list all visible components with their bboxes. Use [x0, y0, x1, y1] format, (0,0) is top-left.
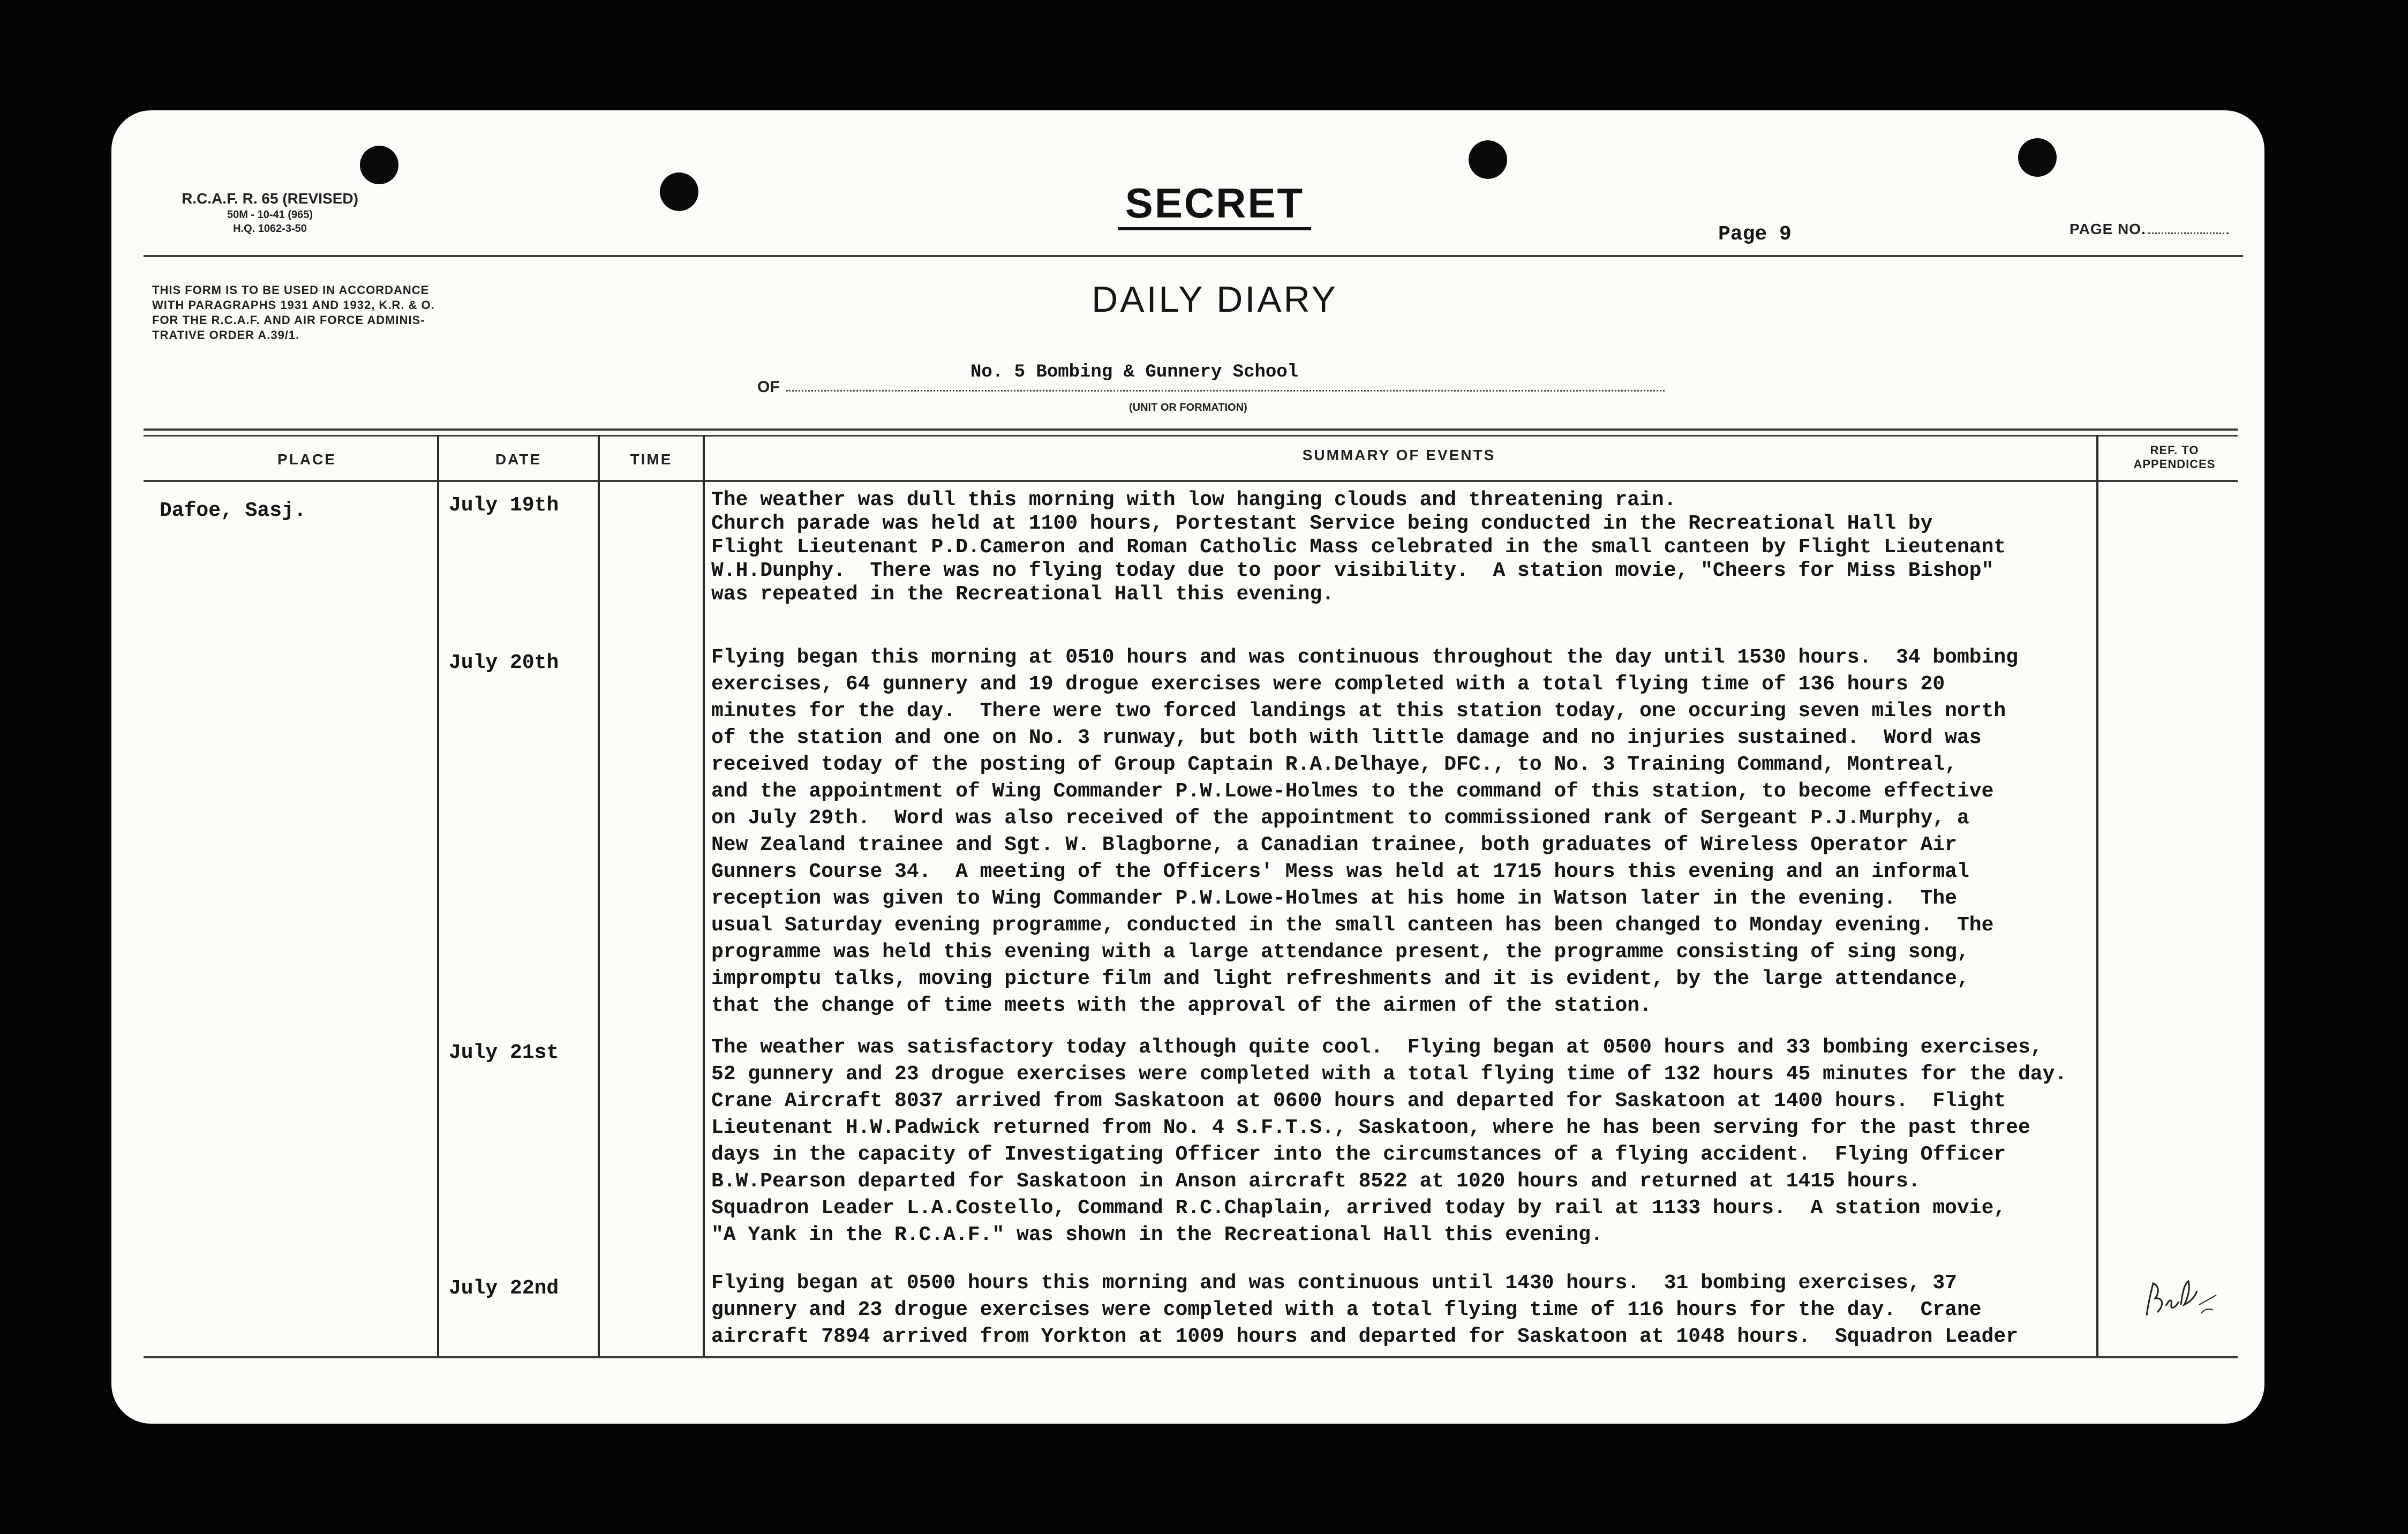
punch-hole: [660, 172, 698, 211]
entry-line: Crane Aircraft 8037 arrived from Saskatoon at 0600 hours and departed for Saskatoon at 1400 hours. Flight: [711, 1089, 2006, 1112]
entry-line: Lieutenant H.W.Padwick returned from No. 4 S.F.T.S., Saskatoon, where he has been serving for the past three: [711, 1116, 2030, 1139]
col-header-date: DATE: [495, 451, 542, 468]
entry-line: of the station and one on No. 3 runway, but both with little damage and no injuries sustained. Word was: [711, 726, 1982, 749]
entry-line: days in the capacity of Investigating Officer into the circumstances of a flying accident. Flying Officer: [711, 1143, 2006, 1166]
col-header-time: TIME: [630, 451, 673, 468]
form-print-code: 50M - 10-41 (965): [227, 209, 313, 221]
entry-line: and the appointment of Wing Commander P.W.Lowe-Holmes to the command of this station, to become effective: [711, 780, 1994, 803]
header-rule: [144, 255, 2243, 257]
punch-hole: [2018, 138, 2057, 177]
place-value: Dafoe, Sasj.: [160, 499, 306, 522]
entry-line: W.H.Dunphy. There was no flying today due to poor visibility. A station movie, "Cheers for Miss Bishop": [711, 559, 1994, 582]
classification-text: SECRET: [1125, 179, 1305, 227]
classification-underline: [1118, 227, 1311, 230]
form-id: [152, 190, 388, 236]
form-instructions: [152, 283, 435, 343]
entry-line: Flying began this morning at 0510 hours and was continuous throughout the day until 1530 hours. 34 bombing: [711, 646, 2018, 669]
diary-form-card: [111, 110, 2264, 1424]
entry-line: The weather was dull this morning with low hanging clouds and threatening rain.: [711, 488, 1676, 512]
entry-line: The weather was satisfactory today although quite cool. Flying began at 0500 hours and 33 bombing exercises,: [711, 1036, 2043, 1059]
col-header-place: PLACE: [277, 451, 336, 468]
entry-line: Flight Lieutenant P.D.Cameron and Roman Catholic Mass celebrated in the small canteen by Flight Lieutenant: [711, 536, 2006, 559]
col-header-ref: [2100, 443, 2249, 471]
entry-line: B.W.Pearson departed for Saskatoon in Anson aircraft 8522 at 1020 hours and returned at 1415 hours.: [711, 1170, 1921, 1193]
entry-line: that the change of time meets with the approval of the airmen of the station.: [711, 994, 1652, 1017]
entry-line: on July 29th. Word was also received of the appointment to commissioned rank of Sergeant P.J.Murphy, a: [711, 807, 1969, 830]
entry-line: was repeated in the Recreational Hall this evening.: [711, 583, 1334, 606]
entry-date: July 20th: [449, 651, 559, 674]
entry-line: Church parade was held at 1100 hours, Portestant Service being conducted in the Recreational Hall by: [711, 512, 1933, 535]
column-rule: [2096, 435, 2098, 1356]
entry-line: Squadron Leader L.A.Costello, Command R.C.Chaplain, arrived today by rail at 1133 hours. A station movie,: [711, 1197, 2006, 1220]
form-hq-code: H.Q. 1062-3-50: [233, 223, 307, 235]
instruction-line: WITH PARAGRAPHS 1931 AND 1932, K.R. & O.: [152, 298, 435, 312]
entry-line: minutes for the day. There were two forced landings at this station today, one occuring seven miles north: [711, 700, 2006, 723]
of-label: OF: [757, 378, 780, 396]
entry-line: impromptu talks, moving picture film and light refreshments and it is evident, by the large attendance,: [711, 967, 1969, 990]
entry-line: New Zealand trainee and Sgt. W. Blagborne, a Canadian trainee, both graduates of Wireless Operator Air: [711, 833, 1957, 856]
form-number: R.C.A.F. R. 65 (REVISED): [182, 190, 358, 207]
entry-line: exercises, 64 gunnery and 19 drogue exercises were completed with a total flying time of 136 hours 20: [711, 673, 1945, 696]
entry-line: programme was held this evening with a large attendance present, the programme consisting of sing song,: [711, 941, 1969, 964]
unit-dotted-line: [786, 390, 1665, 392]
unit-caption: (UNIT OR FORMATION): [1129, 402, 1247, 413]
column-rule: [437, 435, 439, 1356]
entry-line: received today of the posting of Group Captain R.A.Delhaye, DFC., to No. 3 Training Command, Montreal,: [711, 753, 1957, 776]
entry-line: "A Yank in the R.C.A.F." was shown in the Recreational Hall this evening.: [711, 1223, 1603, 1246]
entry-line: reception was given to Wing Commander P.W.Lowe-Holmes at his home in Watson later in the evening. The: [711, 887, 1957, 910]
entry-line: Gunners Course 34. A meeting of the Officers' Mess was held at 1715 hours this evening and an informal: [711, 860, 1969, 883]
page-no-field: [2070, 221, 2229, 238]
unit-name: No. 5 Bombing & Gunnery School: [970, 362, 1299, 382]
punch-hole: [1469, 140, 1507, 179]
instruction-line: THIS FORM IS TO BE USED IN ACCORDANCE: [152, 283, 430, 297]
entry-line: gunnery and 23 drogue exercises were completed with a total flying time of 116 hours for the day. Crane: [711, 1298, 1982, 1321]
entry-date: July 21st: [449, 1041, 559, 1064]
page-number-typed: Page 9: [1718, 223, 1792, 246]
ref-header-line: APPENDICES: [2133, 457, 2216, 471]
ref-header-line: REF. TO: [2150, 443, 2199, 457]
entry-date: July 19th: [449, 494, 559, 517]
entry-date: July 22nd: [449, 1277, 559, 1300]
instruction-line: FOR THE R.C.A.F. AND AIR FORCE ADMINIS-: [152, 313, 425, 327]
table-bottom-rule: [144, 1356, 2238, 1358]
page-no-label: PAGE NO.: [2070, 221, 2146, 237]
punch-hole: [360, 146, 398, 184]
entry-line: Flying began at 0500 hours this morning and was continuous until 1430 hours. 31 bombing exercises, 37: [711, 1272, 1957, 1295]
entry-line: aircraft 7894 arrived from Yorkton at 1009 hours and departed for Saskatoon at 1048 hours. Squadron Leader: [711, 1325, 2018, 1348]
column-rule: [598, 435, 600, 1356]
entry-line: usual Saturday evening programme, conducted in the small canteen has been changed to Monday evening. The: [711, 914, 1994, 937]
instruction-line: TRATIVE ORDER A.39/1.: [152, 328, 300, 342]
table-top-rule: [144, 435, 2238, 437]
classification-stamp: [1108, 179, 1322, 230]
handwritten-initials: [2141, 1267, 2222, 1326]
table-top-rule: [144, 428, 2238, 431]
column-rule: [703, 435, 705, 1356]
page-title: DAILY DIARY: [1092, 279, 1338, 320]
entry-line: 52 gunnery and 23 drogue exercises were completed with a total flying time of 132 hours 45 minutes for the day.: [711, 1063, 2067, 1086]
col-header-summary: SUMMARY OF EVENTS: [1302, 447, 1496, 463]
table-header-rule: [144, 480, 2238, 482]
